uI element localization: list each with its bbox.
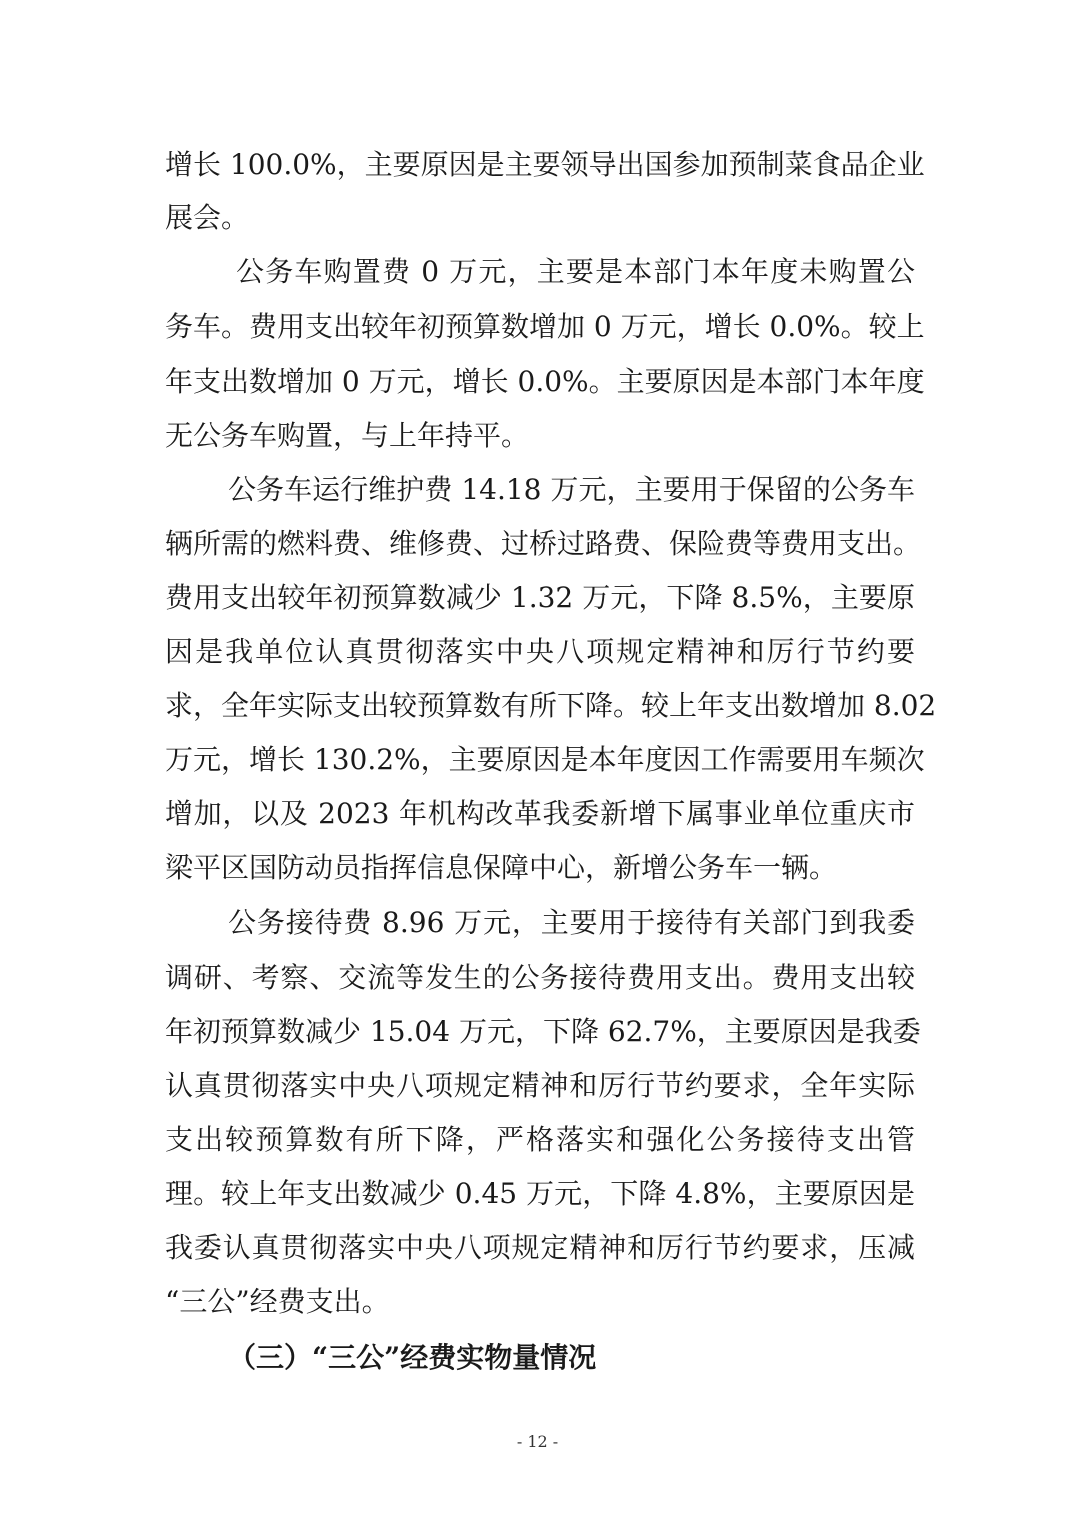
body-text-line: 万元，增长 130.2%，主要原因是本年度因工作需要用车频次 <box>165 743 925 776</box>
body-text-line: 辆所需的燃料费、维修费、过桥过路费、保险费等费用支出。 <box>165 527 922 560</box>
body-text-line: 求，全年实际支出较预算数有所下降。较上年支出数增加 8.02 <box>165 689 937 722</box>
body-text-line: 调研、考察、交流等发生的公务接待费用支出。费用支出较 <box>165 961 915 994</box>
body-text-line: 理。较上年支出数减少 0.45 万元，下降 4.8%，主要原因是 <box>165 1177 915 1210</box>
body-text-line: 增长 100.0%，主要原因是主要领导出国参加预制菜食品企业 <box>165 148 925 181</box>
paragraph-reception-start: 公务接待费 8.96 万元，主要用于接待有关部门到我委 <box>228 906 915 939</box>
body-text-line: 支出较预算数有所下降，严格落实和强化公务接待支出管 <box>165 1123 915 1156</box>
body-text-line: 年支出数增加 0 万元，增长 0.0%。主要原因是本部门本年度 <box>165 365 925 398</box>
body-text-line: 无公务车购置，与上年持平。 <box>165 419 530 452</box>
body-text-line: 因是我单位认真贯彻落实中央八项规定精神和厉行节约要 <box>165 635 915 668</box>
body-text-line: 我委认真贯彻落实中央八项规定精神和厉行节约要求，压减 <box>165 1231 915 1264</box>
body-text-line: 梁平区国防动员指挥信息保障中心，新增公务车一辆。 <box>165 851 838 884</box>
body-text-line: 增加，以及 2023 年机构改革我委新增下属事业单位重庆市 <box>165 797 915 830</box>
body-text-line: 展会。 <box>165 201 250 234</box>
paragraph-car-maintenance-start: 公务车运行维护费 14.18 万元，主要用于保留的公务车 <box>228 473 915 506</box>
body-text-line: 认真贯彻落实中央八项规定精神和厉行节约要求，全年实际 <box>165 1069 915 1102</box>
body-text-line: 年初预算数减少 15.04 万元，下降 62.7%，主要原因是我委 <box>165 1015 921 1048</box>
body-text-line: 费用支出较年初预算数减少 1.32 万元，下降 8.5%，主要原 <box>165 581 915 614</box>
page-number: - 12 - <box>516 1432 559 1451</box>
paragraph-car-purchase-start: 公务车购置费 0 万元，主要是本部门本年度未购置公 <box>236 255 915 288</box>
section-heading: （三）“三公”经费实物量情况 <box>228 1341 597 1374</box>
body-text-line: “三公”经费支出。 <box>165 1285 390 1318</box>
body-text-line: 务车。费用支出较年初预算数增加 0 万元，增长 0.0%。较上 <box>165 310 925 343</box>
